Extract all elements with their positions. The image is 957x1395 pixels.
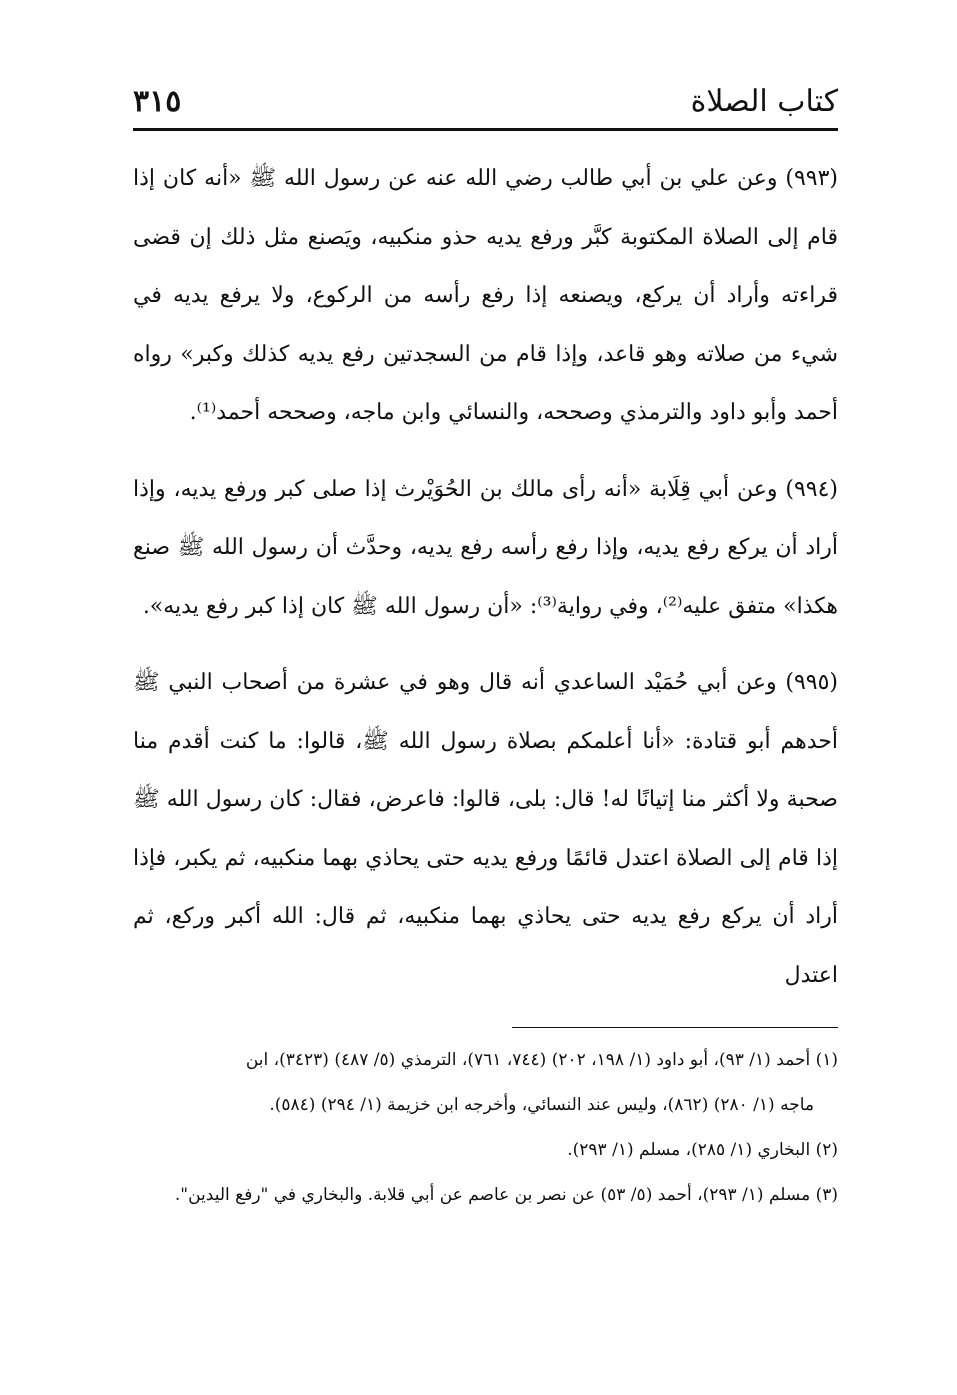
- main-text: [133, 150, 838, 1023]
- page-header: [133, 84, 838, 128]
- hadith-paragraph-994: (٩٩٤) وعن أبي قِلَابة «أنه رأى مالك بن الحُوَيْرث إذا صلى كبر ورفع يديه، وإذا أراد أن يركع رفع يديه، وإذا رفع رأسه رفع يديه، وحدَّث أن رسول الله ﷺ صنع هكذا» متفق عليه⁽²⁾، وفي رواية⁽³⁾: «أن رسول الله ﷺ كان إذا كبر رفع يديه».: [133, 476, 838, 619]
- footnote-3: (٣) مسلم (١/ ٢٩٣)، أحمد (٥/ ٥٣) عن نصر بن عاصم عن أبي قلابة. والبخاري في "رفع اليدين".: [174, 1185, 838, 1205]
- book-title: كتاب الصلاة: [690, 84, 838, 119]
- footnote-1-continued: ماجه (١/ ٢٨٠) (٨٦٢)، وليس عند النسائي، وأخرجه ابن خزيمة (١/ ٢٩٤) (٥٨٤).: [269, 1095, 814, 1115]
- footnotes: [133, 1040, 838, 1220]
- footnote-rule: [512, 1027, 838, 1028]
- header-rule: [133, 128, 838, 131]
- footnote-2: (٢) البخاري (١/ ٢٨٥)، مسلم (١/ ٢٩٣).: [567, 1140, 838, 1160]
- hadith-paragraph-995: (٩٩٥) وعن أبي حُمَيْد الساعدي أنه قال وهو في عشرة من أصحاب النبي ﷺ أحدهم أبو قتادة: «أنا أعلمكم بصلاة رسول الله ﷺ، قالوا: ما كنت أقدم منا صحبة ولا أكثر منا إتيانًا له! قال: بلى، قالوا: فاعرض، فقال: كان رسول الله ﷺ إذا قام إلى الصلاة اعتدل قائمًا ورفع يديه حتى يحاذي بهما منكبيه، ثم يكبر، فإذا أراد أن يركع رفع يديه حتى يحاذي بهما منكبيه، ثم قال: الله أكبر وركع، ثم اعتدل: [133, 670, 838, 988]
- hadith-paragraph-993: (٩٩٣) وعن علي بن أبي طالب رضي الله عنه عن رسول الله ﷺ «أنه كان إذا قام إلى الصلاة المكتوبة كبَّر ورفع يديه حذو منكبيه، ويَصنع مثل ذلك إن قضى قراءته وأراد أن يركع، ويصنعه إذا رفع رأسه من الركوع، ولا يرفع يديه في شيء من صلاته وهو قاعد، وإذا قام من السجدتين رفع يديه كذلك وكبر» رواه أحمد وأبو داود والترمذي وصححه، والنسائي وابن ماجه، وصححه أحمد⁽¹⁾.: [133, 166, 838, 425]
- footnote-1: (١) أحمد (١/ ٩٣)، أبو داود (١/ ١٩٨، ٢٠٢) (٧٤٤، ٧٦١)، الترمذي (٥/ ٤٨٧) (٣٤٢٣)، ابن: [245, 1050, 838, 1070]
- page-number: ٣١٥: [133, 84, 182, 119]
